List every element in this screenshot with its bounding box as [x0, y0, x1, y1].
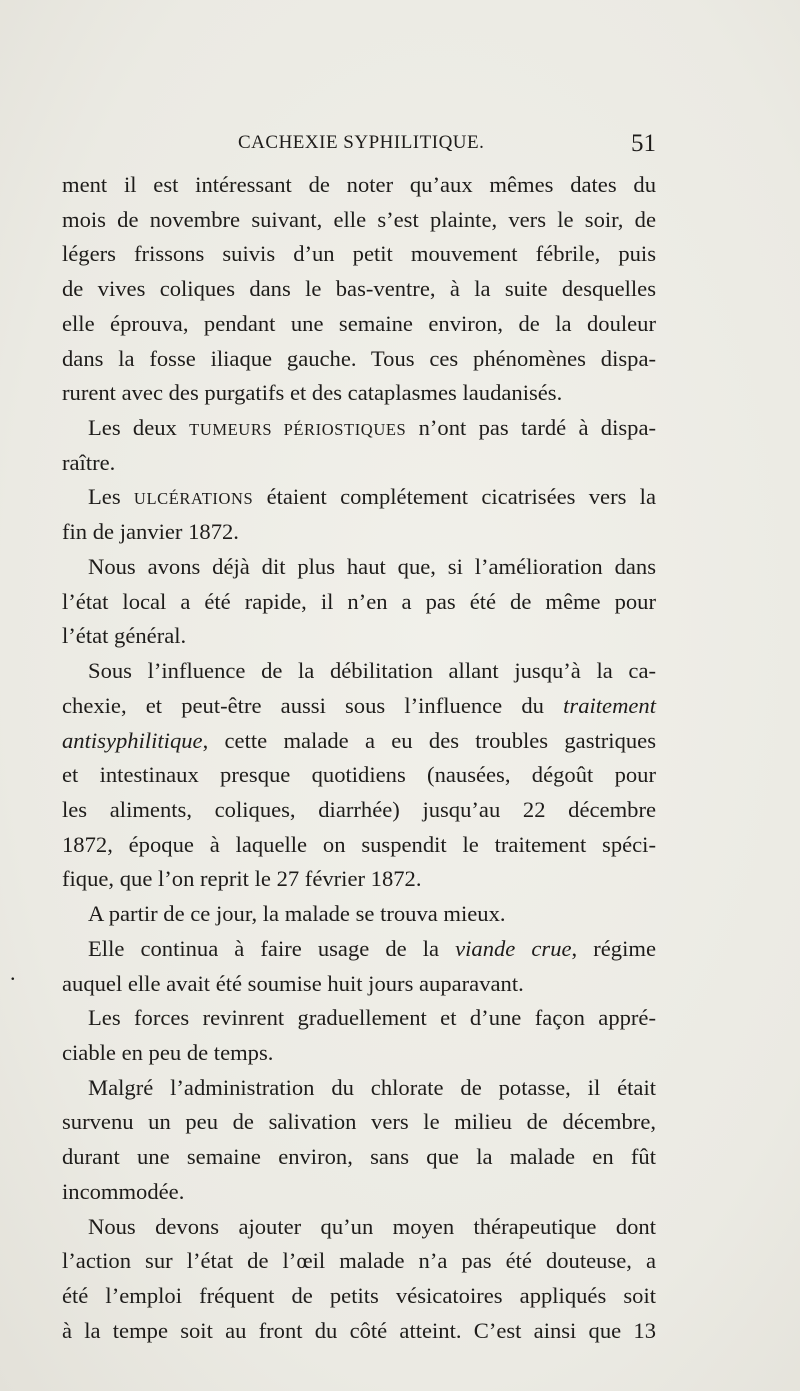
text-line: A partir de ce jour, la malade se trouva mieux. [88, 901, 506, 927]
page-number: 51 [631, 130, 656, 157]
text-line: 1872, époque à laquelle on suspendit le traitement spéci- [62, 831, 656, 857]
text-line: chexie, et peut-être aussi sous l’influence du traitement [62, 692, 656, 718]
text-line: l’action sur l’état de l’œil malade n’a pas été douteuse, a [62, 1248, 656, 1274]
text-line: et intestinaux presque quotidiens (nausées, dégoût pour [62, 762, 656, 788]
margin-mark: . [10, 960, 16, 985]
italic-term: viande crue [455, 935, 572, 961]
text-line: l’état général. [62, 623, 187, 649]
text-line: survenu un peu de salivation vers le milieu de décembre, [62, 1109, 656, 1135]
small-caps-term: ULCÉRATIONS [133, 489, 254, 509]
text-line: dans la fosse iliaque gauche. Tous ces phénomènes dispa- [62, 345, 656, 371]
text-line: été l’emploi fréquent de petits vésicatoires appliqués soit [62, 1283, 656, 1308]
text-line: Les deux TUMEURS PÉRIOSTIQUES n’ont pas tardé à dispa- [88, 415, 657, 441]
text-line: Malgré l’administration du chlorate de potasse, il était [88, 1074, 656, 1100]
italic-term: traitement [563, 692, 656, 718]
text-line: Nous devons ajouter qu’un moyen thérapeutique dont [88, 1213, 656, 1239]
text-line: Les ULCÉRATIONS étaient complétement cicatrisées vers la [88, 484, 656, 510]
text-line: durant une semaine environ, sans que la malade en fût [62, 1144, 656, 1170]
text-line: l’état local a été rapide, il n’en a pas été de même pour [62, 588, 656, 614]
text-line: de vives coliques dans le bas-ventre, à la suite desquelles [62, 276, 656, 302]
text-line: auquel elle avait été soumise huit jours auparavant. [62, 970, 524, 996]
text-line: Nous avons déjà dit plus haut que, si l’amélioration dans [88, 553, 656, 579]
text-line: fique, que l’on reprit le 27 février 1872. [62, 866, 422, 892]
text-line: fin de janvier 1872. [62, 519, 239, 545]
text-line: ment il est intéressant de noter qu’aux mêmes dates du [62, 172, 656, 197]
italic-term: antisyphilitique [62, 727, 203, 753]
text-line: Les forces revinrent graduellement et d’une façon appré- [88, 1005, 656, 1031]
text-line: antisyphilitique, cette malade a eu des troubles gastriques [62, 727, 656, 753]
text-line: incommodée. [62, 1178, 185, 1204]
text-line: Elle continua à faire usage de la viande crue, régime [88, 935, 656, 961]
text-line: légers frissons suivis d’un petit mouvement fébrile, puis [62, 241, 656, 267]
text-line: à la tempe soit au front du côté atteint. C’est ainsi que 13 [62, 1317, 656, 1343]
page-header [62, 130, 656, 160]
running-title: CACHEXIE SYPHILITIQUE. [238, 132, 485, 153]
text-line: rurent avec des purgatifs et des cataplasmes laudanisés. [62, 380, 563, 406]
body-text [62, 168, 656, 1348]
small-caps-term: TUMEURS PÉRIOSTIQUES [189, 420, 407, 440]
text-line: Sous l’influence de la débilitation allant jusqu’à la ca- [88, 658, 656, 684]
text-line: les aliments, coliques, diarrhée) jusqu’au 22 décembre [62, 796, 656, 822]
text-line: raître. [62, 449, 116, 475]
text-line: ciable en peu de temps. [62, 1039, 274, 1065]
text-line: elle éprouva, pendant une semaine environ, de la douleur [62, 310, 656, 336]
text-line: mois de novembre suivant, elle s’est plainte, vers le soir, de [62, 206, 656, 232]
